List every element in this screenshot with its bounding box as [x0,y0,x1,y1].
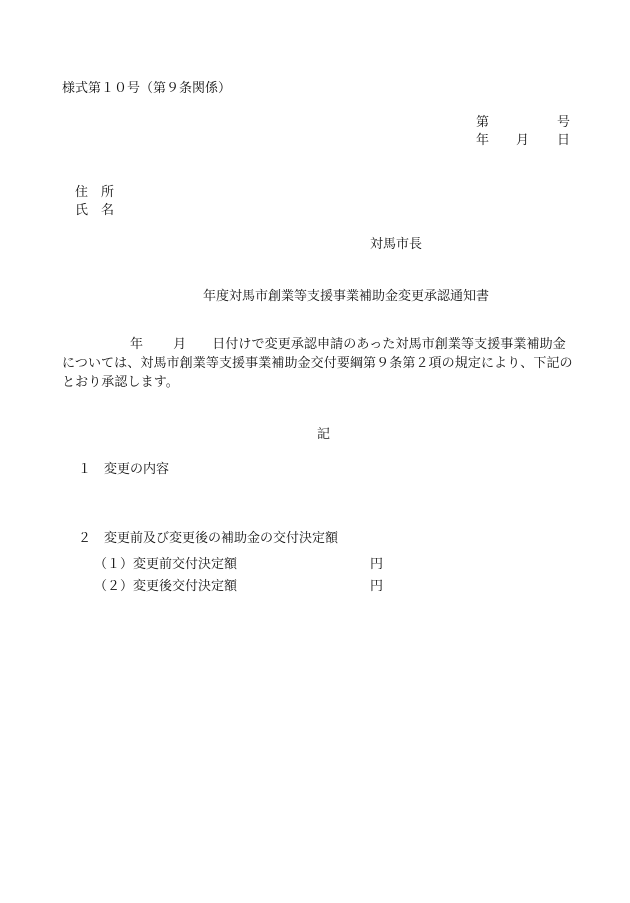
body-paragraph [62,335,582,392]
subitem-2-label: （２）変更後交付決定額 [94,579,238,594]
body-year: 年 [130,337,144,352]
item-1-number: １ [78,462,92,477]
body-line-1 [62,335,582,354]
issuer: 対馬市長 [370,237,423,252]
body-line-2: については、対馬市創業等支援事業補助金交付要綱第９条第２項の規定により、下記の [62,356,573,371]
subitem-2-unit: 円 [370,579,384,594]
date-month: 月 [516,133,530,148]
subitem-1-unit: 円 [370,557,384,572]
body-line1-text: 日付けで変更承認申請のあった対馬市創業等支援事業補助金 [212,337,566,352]
recipient-address-label: 住 所 [75,185,115,200]
body-month: 月 [173,337,187,352]
subitem-1-label: （１）変更前交付決定額 [94,557,238,572]
recipient-name-label: 氏 名 [75,203,115,218]
doc-number-prefix: 第 [476,115,490,130]
item-2-number: ２ [78,531,92,546]
doc-number-suffix: 号 [557,115,571,130]
body-line-3: とおり承認します。 [62,375,179,390]
date-day: 日 [557,133,571,148]
document-title: 年度対馬市創業等支援事業補助金変更承認通知書 [203,289,490,304]
ki-label: 記 [317,427,331,442]
date-year: 年 [476,133,490,148]
form-label: 様式第１０号（第９条関係） [62,81,232,96]
item-1-label: 変更の内容 [104,462,170,477]
item-2-label: 変更前及び変更後の補助金の交付決定額 [104,531,339,546]
